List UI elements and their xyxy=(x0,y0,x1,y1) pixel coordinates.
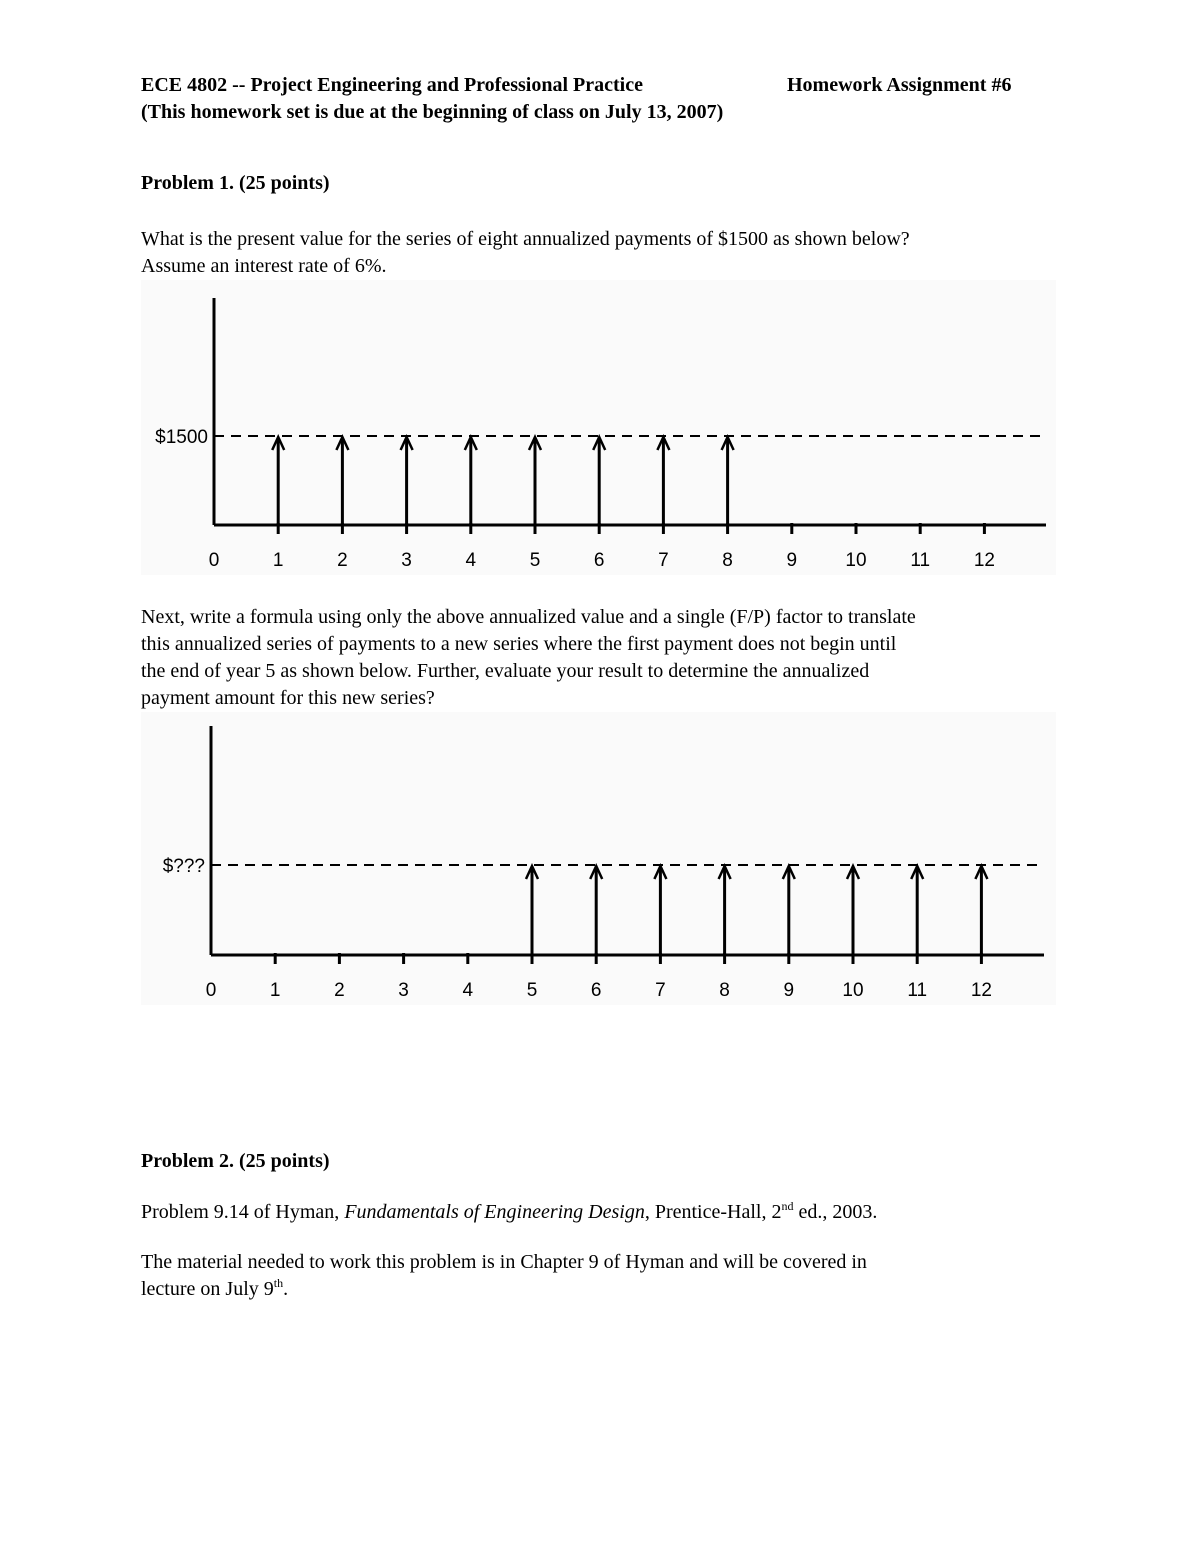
cash-flow-chart-2 xyxy=(141,712,1056,1005)
problem2-ref-sup: nd xyxy=(781,1199,794,1213)
problem1-question-line1: What is the present value for the series of eight annualized payments of $1500 as shown below? xyxy=(141,228,910,250)
payment-arrow xyxy=(654,866,666,955)
x-tick-label: 6 xyxy=(593,550,605,571)
x-tick-label: 8 xyxy=(719,980,730,1001)
assignment-number: Homework Assignment #6 xyxy=(787,74,1012,96)
payment-arrow xyxy=(529,437,541,525)
payment-arrow xyxy=(593,437,605,525)
payment-arrow xyxy=(526,866,538,955)
problem2-ref-mid: , Prentice-Hall, 2 xyxy=(644,1201,782,1223)
payment-arrow xyxy=(272,437,284,525)
x-tick-label: 11 xyxy=(910,550,931,571)
payment-arrow xyxy=(783,866,795,955)
x-tick-label: 3 xyxy=(398,980,409,1001)
payment-arrow xyxy=(336,437,348,525)
payment-arrow xyxy=(911,866,923,955)
x-tick-label: 3 xyxy=(401,550,412,571)
problem2-material-suffix: . xyxy=(283,1278,289,1300)
x-tick-label: 11 xyxy=(907,980,928,1001)
level-label: $??? xyxy=(162,856,205,877)
x-tick-label: 1 xyxy=(269,980,281,1001)
problem2-ref-suffix: ed., 2003. xyxy=(793,1201,878,1223)
payment-arrow xyxy=(465,437,477,525)
problem2-ref-prefix: Problem 9.14 of Hyman, xyxy=(141,1201,345,1223)
x-tick-label: 5 xyxy=(529,550,541,571)
x-tick-label: 4 xyxy=(462,980,474,1001)
x-tick-label: 10 xyxy=(842,980,864,1001)
problem2-heading: Problem 2. (25 points) xyxy=(141,1150,330,1172)
x-tick-label: 2 xyxy=(334,980,345,1001)
problem2-material-prefix: lecture on July 9 xyxy=(141,1278,274,1300)
payment-arrow xyxy=(975,866,987,955)
problem1-heading: Problem 1. (25 points) xyxy=(141,172,330,194)
payment-arrow xyxy=(847,866,859,955)
problem1-question-line2: Assume an interest rate of 6%. xyxy=(141,255,387,277)
payment-arrow xyxy=(719,866,731,955)
x-tick-label: 8 xyxy=(722,550,733,571)
x-tick-label: 4 xyxy=(465,550,477,571)
cash-flow-chart-1 xyxy=(141,280,1056,575)
x-tick-label: 6 xyxy=(590,980,602,1001)
x-tick-label: 5 xyxy=(526,980,538,1001)
x-tick-label: 10 xyxy=(845,550,867,571)
cash-flow-svg-2 xyxy=(141,712,1056,1005)
problem2-book-title: Fundamentals of Engineering Design xyxy=(344,1201,645,1223)
x-tick-label: 7 xyxy=(655,980,666,1001)
problem1-next-line2: this annualized series of payments to a new series where the first payment does not begin until xyxy=(141,633,897,655)
payment-arrow xyxy=(590,866,602,955)
problem2-material-sup: th xyxy=(273,1276,284,1290)
cash-flow-svg-1 xyxy=(141,280,1056,575)
payment-arrow xyxy=(722,437,734,525)
x-tick-label: 0 xyxy=(205,980,217,1001)
x-tick-label: 12 xyxy=(970,980,992,1001)
x-tick-label: 7 xyxy=(658,550,669,571)
x-tick-label: 0 xyxy=(208,550,220,571)
payment-arrow xyxy=(657,437,669,525)
problem1-next-line1: Next, write a formula using only the above annualized value and a single (F/P) factor to translate xyxy=(141,606,916,628)
course-title: ECE 4802 -- Project Engineering and Professional Practice xyxy=(141,74,643,96)
problem2-material-line1: The material needed to work this problem is in Chapter 9 of Hyman and will be covered in xyxy=(141,1251,867,1273)
problem2-material-line2 xyxy=(141,1276,288,1303)
problem1-next-line3: the end of year 5 as shown below. Further, evaluate your result to determine the annualized xyxy=(141,660,870,682)
x-tick-label: 9 xyxy=(783,980,795,1001)
due-date-line: (This homework set is due at the beginning of class on July 13, 2007) xyxy=(141,101,724,123)
x-tick-label: 12 xyxy=(973,550,995,571)
problem2-reference xyxy=(141,1199,877,1226)
x-tick-label: 2 xyxy=(337,550,348,571)
level-label: $1500 xyxy=(155,427,208,448)
problem1-next-line4: payment amount for this new series? xyxy=(141,687,435,709)
payment-arrow xyxy=(401,437,413,525)
x-tick-label: 1 xyxy=(272,550,284,571)
x-tick-label: 9 xyxy=(786,550,798,571)
